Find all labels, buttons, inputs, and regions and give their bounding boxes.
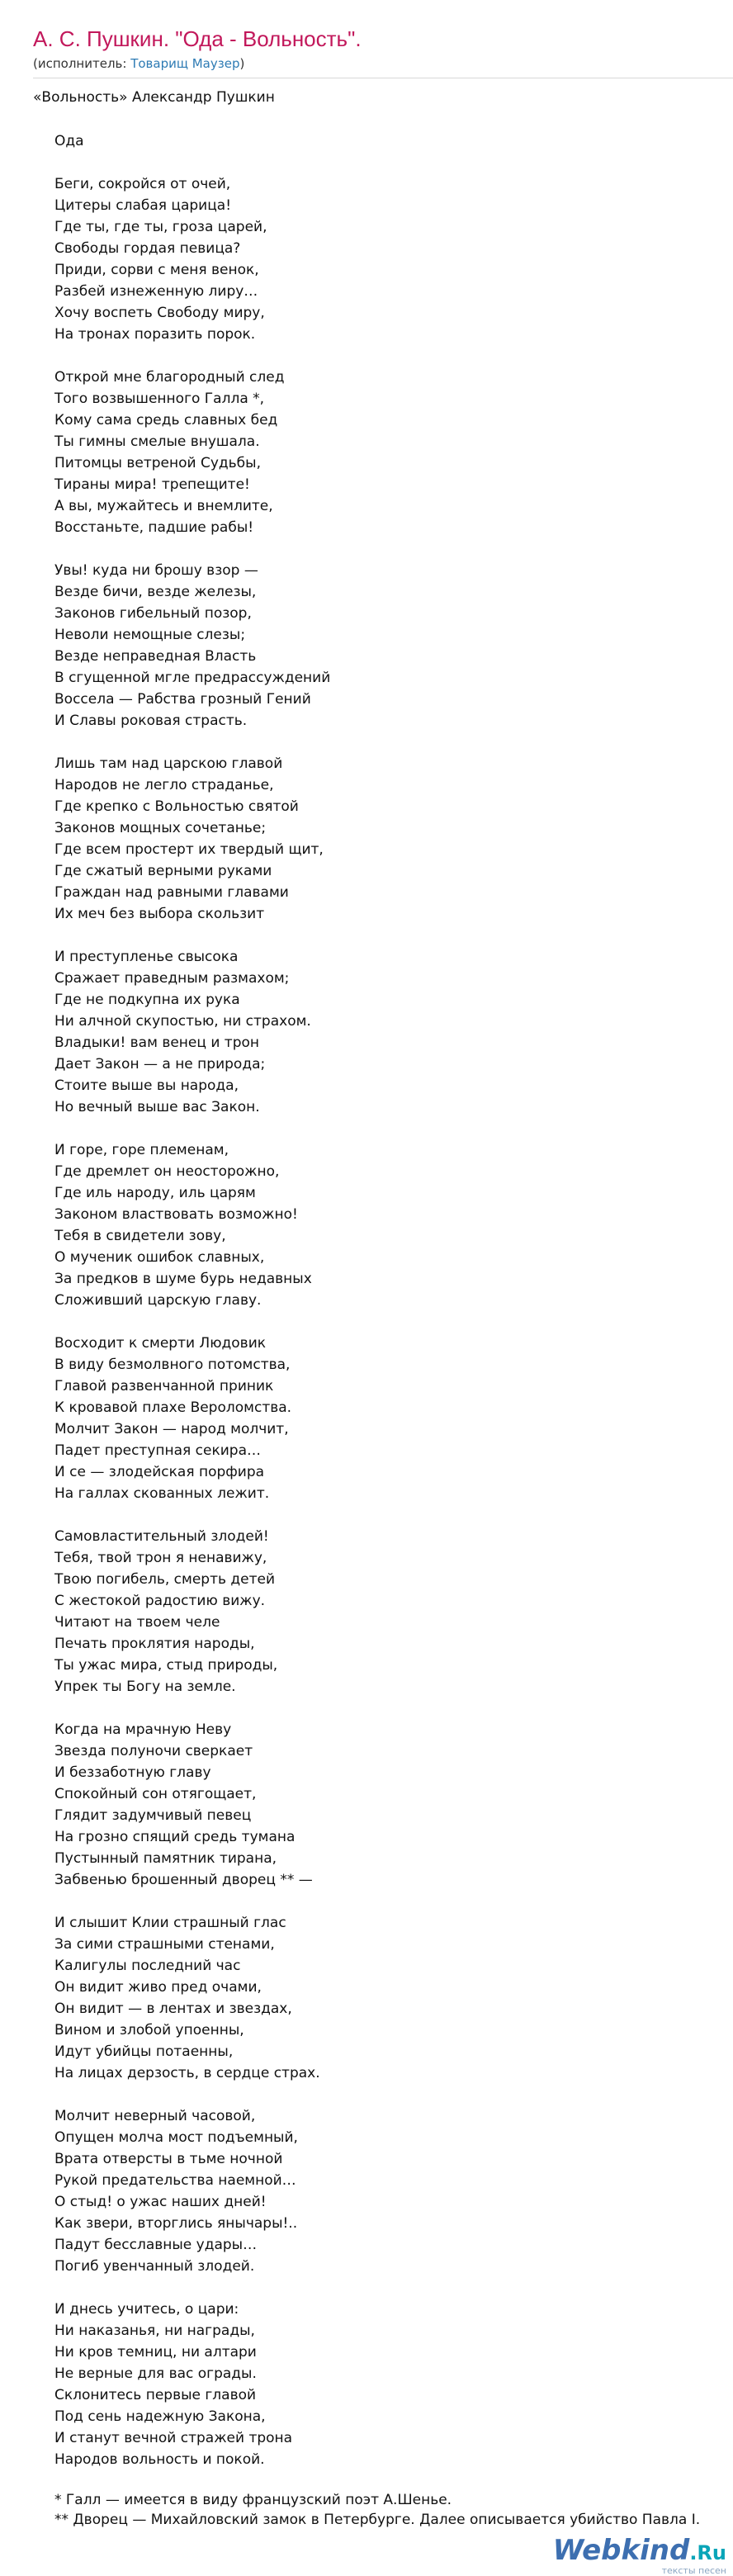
poem-line: Не верные для вас ограды. xyxy=(54,2365,257,2382)
poem-line: Ни алчной скупостью, ни страхом. xyxy=(54,1013,311,1030)
song-title: «Вольность» Александр Пушкин xyxy=(33,89,275,106)
poem-line: Опущен молча мост подъемный, xyxy=(54,2129,298,2146)
performer-prefix: (исполнитель: xyxy=(33,56,131,71)
poem-line: На тронах поразить порок. xyxy=(54,326,256,343)
poem-line: И слышит Клии страшный глас xyxy=(54,1915,286,1931)
poem-line: И горе, горе племенам, xyxy=(54,1142,229,1158)
poem-line: Восстаньте, падшие рабы! xyxy=(54,519,254,536)
poem-line: Молчит Закон — народ молчит, xyxy=(54,1421,289,1437)
poem-line: Самовластительный злодей! xyxy=(54,1528,269,1545)
poem-line: Калигулы последний час xyxy=(54,1958,241,1974)
poem-line: За предков в шуме бурь недавных xyxy=(54,1271,312,1287)
poem-line: Ни кров темниц, ни алтари xyxy=(54,2344,257,2361)
poem-line: На лицах дерзость, в сердце страх. xyxy=(54,2065,320,2081)
poem-line: Он видит — в лентах и звездах, xyxy=(54,2001,292,2017)
poem-line: И станут вечной стражей трона xyxy=(54,2430,293,2446)
poem-line: Где всем простерт их твердый щит, xyxy=(54,841,324,858)
poem-line: Когда на мрачную Неву xyxy=(54,1721,232,1738)
footnote-1: * Галл — имеется в виду французский поэт А.Шенье. xyxy=(54,2492,452,2508)
poem-line: Спокойный сон отягощает, xyxy=(54,1786,257,1802)
poem-line: Звезда полуночи сверкает xyxy=(54,1743,253,1759)
poem-line: Увы! куда ни брошу взор — xyxy=(54,562,258,579)
poem-line: Неволи немощные слезы; xyxy=(54,627,246,643)
poem-line: Тебя в свидетели зову, xyxy=(54,1228,226,1244)
performer-line xyxy=(33,54,700,73)
poem-line: Законов мощных сочетанье; xyxy=(54,820,267,836)
poem-line: Везде неправедная Власть xyxy=(54,648,257,665)
poem-line: И беззаботную главу xyxy=(54,1764,211,1781)
poem-line: С жестокой радостию вижу. xyxy=(54,1593,266,1609)
poem-line: Законов гибельный позор, xyxy=(54,605,252,622)
poem-line: В виду безмолвного потомства, xyxy=(54,1357,291,1373)
stanza xyxy=(54,753,715,925)
poem-line: Беги, сокройся от очей, xyxy=(54,176,231,192)
poem-line: Открой мне благородный след xyxy=(54,369,285,386)
poem-line: Идут убийцы потаенны, xyxy=(54,2043,234,2060)
poem-line: Молчит неверный часовой, xyxy=(54,2108,256,2124)
poem-line: Их меч без выбора скользит xyxy=(54,906,265,922)
poem-line: О мученик ошибок славных, xyxy=(54,1249,265,1266)
poem-line: Склонитесь первые главой xyxy=(54,2387,257,2403)
poem-line: Где не подкупна их рука xyxy=(54,992,240,1008)
poem-line: Свободы гордая певица? xyxy=(54,240,241,257)
poem-line: Воссела — Рабства грозный Гений xyxy=(54,691,311,708)
poem-line: Питомцы ветреной Судьбы, xyxy=(54,455,261,471)
poem-line: Где ты, где ты, гроза царей, xyxy=(54,219,267,235)
site-logo[interactable] xyxy=(553,2536,726,2576)
poem-line: Хочу воспеть Свободу миру, xyxy=(54,305,265,321)
poem-line: Тебя, твой трон я ненавижу, xyxy=(54,1550,267,1566)
stanza xyxy=(54,1333,715,1504)
poem-line: На грозно спящий средь тумана xyxy=(54,1829,296,1845)
poem-line: Сложивший царскую главу. xyxy=(54,1292,262,1309)
poem-line: И Славы роковая страсть. xyxy=(54,713,248,729)
stanza xyxy=(54,2299,715,2470)
poem-line: Владыки! вам венец и трон xyxy=(54,1035,260,1051)
poem-line: Тираны мира! трепещите! xyxy=(54,476,250,493)
poem-line: А вы, мужайтесь и внемлите, xyxy=(54,498,273,514)
stanza xyxy=(54,946,715,1118)
poem-line: Цитеры слабая царица! xyxy=(54,197,232,214)
poem-line: Где дремлет он неосторожно, xyxy=(54,1163,280,1180)
poem-line: Где иль народу, иль царям xyxy=(54,1185,256,1201)
poem-line: Пустынный памятник тирана, xyxy=(54,1850,277,1867)
poem-line: Кому сама средь славных бед xyxy=(54,412,278,429)
poem-line: Того возвышенного Галла *, xyxy=(54,391,265,407)
poem-line: Разбей изнеженную лиру… xyxy=(54,283,258,300)
poem-line: Дает Закон — а не природа; xyxy=(54,1056,266,1073)
poem-line: И преступленье свысока xyxy=(54,949,239,965)
poem-line: Погиб увенчанный злодей. xyxy=(54,2258,255,2275)
poem-line: И днесь учитесь, о цари: xyxy=(54,2301,239,2318)
poem-line: Где сжатый верными руками xyxy=(54,863,272,879)
poem-line: Забвенью брошенный дворец ** — xyxy=(54,1872,313,1888)
poem-line: Граждан над равными главами xyxy=(54,884,289,901)
poem-line: Восходит к смерти Людовик xyxy=(54,1335,267,1352)
poem-line: Рукой предательства наемной… xyxy=(54,2172,296,2189)
poem-line: Народов вольность и покой. xyxy=(54,2451,265,2468)
page-header xyxy=(33,25,700,73)
poem-line: Лишь там над царскою главой xyxy=(54,755,283,772)
poem-line: В сгущенной мгле предрассуждений xyxy=(54,670,331,686)
poem-line: И се — злодейская порфира xyxy=(54,1464,265,1480)
poem-line: Везде бичи, везде железы, xyxy=(54,584,257,600)
poem-line: Ода xyxy=(54,133,84,149)
poem-line: Сражает праведным размахом; xyxy=(54,970,290,987)
poem-line: Падет преступная секира… xyxy=(54,1442,262,1459)
poem-line: Падут бесславные удары… xyxy=(54,2237,258,2253)
poem-line: О стыд! о ужас наших дней! xyxy=(54,2194,267,2210)
poem-line: Глядит задумчивый певец xyxy=(54,1807,252,1824)
poem-line: Он видит живо пред очами, xyxy=(54,1979,262,1996)
poem-line: Твою погибель, смерть детей xyxy=(54,1571,276,1588)
poem-line: Ни наказанья, ни награды, xyxy=(54,2323,255,2339)
stanza xyxy=(54,560,715,732)
stanza xyxy=(54,1912,715,2084)
poem-text xyxy=(54,130,715,2492)
performer-link[interactable]: Товарищ Маузер xyxy=(130,56,240,71)
stanza xyxy=(54,1719,715,1891)
poem-line: Под сень надежную Закона, xyxy=(54,2408,266,2425)
poem-line: Читают на твоем челе xyxy=(54,1614,220,1631)
page-title: А. С. Пушкин. "Ода - Вольность". xyxy=(33,26,362,51)
poem-line: Стоите выше вы народа, xyxy=(54,1077,239,1094)
poem-line: Врата отверсты в тьме ночной xyxy=(54,2151,283,2167)
stanza xyxy=(54,367,715,538)
footnotes xyxy=(54,2490,733,2530)
poem-line: Ты ужас мира, стыд природы, xyxy=(54,1657,278,1674)
poem-line: Законом властвовать возможно! xyxy=(54,1206,298,1223)
footnote-2: ** Дворец — Михайловский замок в Петербурге. Далее описывается убийство Павла I. xyxy=(54,2512,701,2528)
poem-line: Ты гимны смелые внушала. xyxy=(54,433,260,450)
poem-line: Приди, сорви с меня венок, xyxy=(54,262,259,278)
poem-line: Упрек ты Богу на земле. xyxy=(54,1679,236,1695)
poem-line: Главой развенчанной приник xyxy=(54,1378,274,1395)
performer-suffix: ) xyxy=(239,56,245,71)
stanza xyxy=(54,1139,715,1311)
stanza xyxy=(54,130,715,152)
poem-line: Народов не легло страданье, xyxy=(54,777,274,793)
poem-line: За сими страшными стенами, xyxy=(54,1936,275,1953)
poem-line: На галлах скованных лежит. xyxy=(54,1485,270,1502)
poem-line: Но вечный выше вас Закон. xyxy=(54,1099,260,1115)
logo-main-text: Webkind xyxy=(552,2534,690,2567)
stanza xyxy=(54,1526,715,1698)
poem-line: Где крепко с Вольностью святой xyxy=(54,798,299,815)
logo-tld: .Ru xyxy=(689,2541,726,2564)
logo-wordmark xyxy=(553,2536,726,2567)
poem-line: Вином и злобой упоенны, xyxy=(54,2022,244,2039)
poem-line: Как звери, вторглись янычары!.. xyxy=(54,2215,298,2232)
poem-line: Печать проклятия народы, xyxy=(54,1636,255,1652)
stanza xyxy=(54,173,715,345)
logo-subtitle: тексты песен xyxy=(661,2565,726,2576)
stanza xyxy=(54,2105,715,2277)
poem-line: К кровавой плахе Вероломства. xyxy=(54,1399,292,1416)
